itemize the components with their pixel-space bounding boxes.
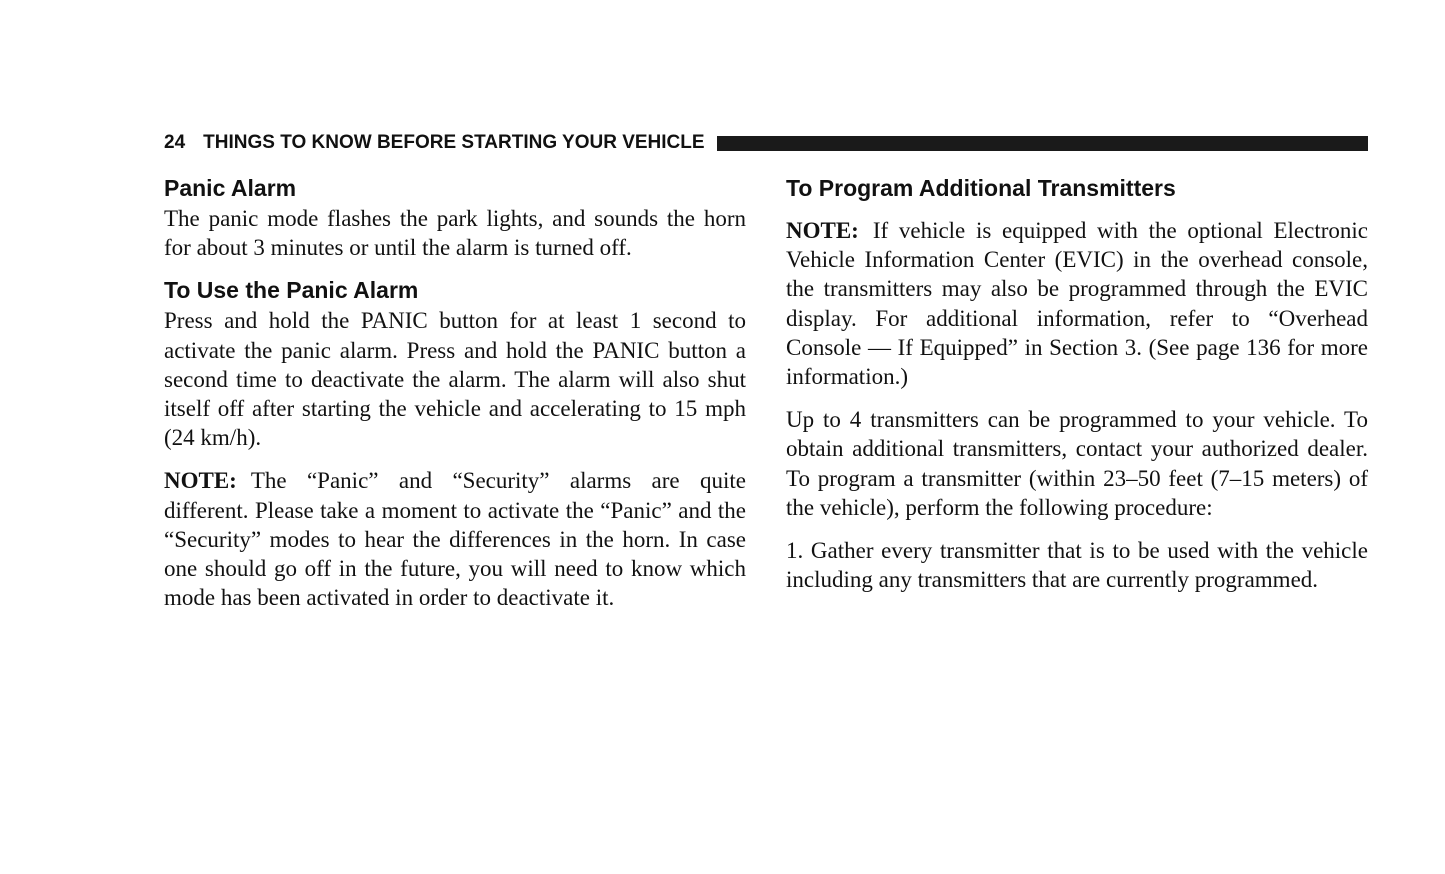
evic-note bbox=[786, 216, 1368, 391]
step-1: 1. Gather every transmitter that is to be used with the vehicle including any transmitters that are currently programmed. bbox=[786, 538, 1368, 593]
panic-note-text: The “Panic” and “Security” alarms are quite different. Please take a moment to activate the “Panic” and the “Security” modes to hear the differences in the horn. In case one should go off in the future, you will need to know which mode has been activated in order to deactivate it. bbox=[164, 468, 746, 611]
panic-note bbox=[164, 466, 746, 612]
right-column bbox=[786, 172, 1368, 594]
page-number: 24 bbox=[164, 132, 186, 153]
note-label: NOTE: bbox=[786, 218, 859, 243]
running-title: THINGS TO KNOW BEFORE STARTING YOUR VEHICLE bbox=[203, 132, 705, 153]
panic-alarm-heading: Panic Alarm bbox=[164, 175, 297, 201]
evic-note-text: If vehicle is equipped with the optional Electronic Vehicle Information Center (EVIC) in the overhead console, the transmitters may also be programmed through the EVIC display. For additional information, refer to “Overhead Console — If Equipped” in Section 3. (See page 136 for more information.) bbox=[786, 218, 1368, 390]
note-label: NOTE: bbox=[164, 468, 237, 494]
transmitters-paragraph: Up to 4 transmitters can be programmed to your vehicle. To obtain additional transmitters, contact your authorized dealer. To program a transmitter (within 23–50 feet (7–15 meters) of the vehicle), perform the following procedure: bbox=[786, 407, 1368, 520]
panic-alarm-text: The panic mode flashes the park lights, and sounds the horn for about 3 minutes or until the alarm is turned off. bbox=[164, 206, 746, 261]
use-panic-alarm-heading: To Use the Panic Alarm bbox=[164, 277, 419, 304]
page-header bbox=[164, 131, 1368, 155]
program-transmitters-heading: To Program Additional Transmitters bbox=[786, 175, 1176, 201]
use-panic-alarm-text: Press and hold the PANIC button for at least 1 second to activate the panic alarm. Press and hold the PANIC button a second time to deactivate the alarm. The alarm will also shut itself off after starting the vehicle and accelerating to 15 mph (24 km/h). bbox=[164, 308, 746, 451]
left-column bbox=[164, 172, 746, 612]
header-rule bbox=[717, 136, 1368, 151]
